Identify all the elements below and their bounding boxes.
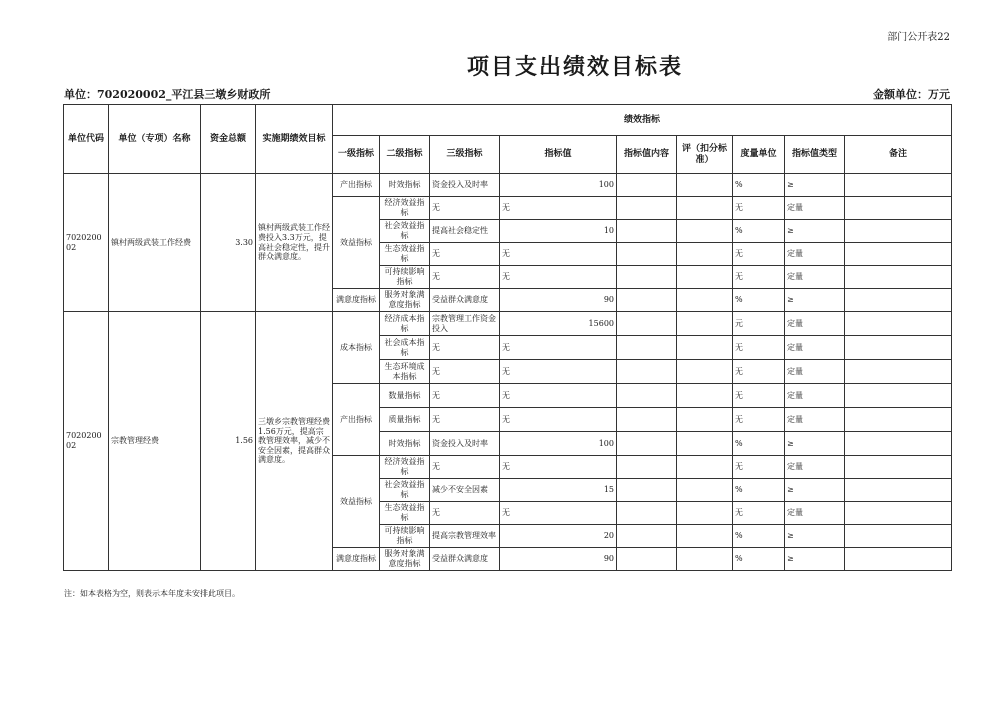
value-content-cell bbox=[617, 548, 677, 571]
note-cell bbox=[845, 243, 952, 266]
measure-unit-cell: % bbox=[733, 220, 785, 243]
level3-cell: 资金投入及时率 bbox=[430, 432, 500, 456]
measure-unit-cell: 无 bbox=[733, 384, 785, 408]
level2-cell: 社会成本指标 bbox=[380, 336, 430, 360]
header-measure-unit: 度量单位 bbox=[733, 136, 785, 174]
value-cell: 无 bbox=[500, 197, 617, 220]
measure-unit-cell: % bbox=[733, 525, 785, 548]
level2-cell: 可持续影响指标 bbox=[380, 266, 430, 289]
note-cell bbox=[845, 479, 952, 502]
type-cell: ≥ bbox=[785, 289, 845, 312]
footnote: 注：如本表格为空，则表示本年度未安排此项目。 bbox=[64, 589, 240, 598]
level2-cell: 生态环境成本指标 bbox=[380, 360, 430, 384]
page-title: 项目支出绩效目标表 bbox=[466, 54, 683, 80]
level2-cell: 数量指标 bbox=[380, 384, 430, 408]
note-cell bbox=[845, 408, 952, 432]
value-cell: 15600 bbox=[500, 312, 617, 336]
level2-cell: 时效指标 bbox=[380, 174, 430, 197]
header-unit-code: 单位代码 bbox=[64, 105, 109, 174]
header-level3: 三级指标 bbox=[430, 136, 500, 174]
level1-cell: 效益指标 bbox=[333, 197, 380, 289]
measure-unit-cell: 无 bbox=[733, 336, 785, 360]
value-content-cell bbox=[617, 456, 677, 479]
value-cell: 无 bbox=[500, 336, 617, 360]
score-cell bbox=[677, 220, 733, 243]
value-content-cell bbox=[617, 408, 677, 432]
project-goal: 三墩乡宗教管理经费1.56万元，提高宗教管理效率，减少不安全因素，提高群众满意度。 bbox=[256, 312, 333, 571]
value-cell: 10 bbox=[500, 220, 617, 243]
value-content-cell bbox=[617, 312, 677, 336]
measure-unit-cell: 无 bbox=[733, 360, 785, 384]
score-cell bbox=[677, 197, 733, 220]
type-cell: 定量 bbox=[785, 384, 845, 408]
measure-unit-cell: 元 bbox=[733, 312, 785, 336]
level3-cell: 无 bbox=[430, 243, 500, 266]
level3-cell: 减少不安全因素 bbox=[430, 479, 500, 502]
level2-cell: 经济效益指标 bbox=[380, 197, 430, 220]
header-value-content: 指标值内容 bbox=[617, 136, 677, 174]
header-level1: 一级指标 bbox=[333, 136, 380, 174]
value-content-cell bbox=[617, 220, 677, 243]
value-content-cell bbox=[617, 243, 677, 266]
type-cell: ≥ bbox=[785, 220, 845, 243]
note-cell bbox=[845, 502, 952, 525]
type-cell: ≥ bbox=[785, 479, 845, 502]
level2-cell: 生态效益指标 bbox=[380, 502, 430, 525]
note-cell bbox=[845, 174, 952, 197]
value-cell: 无 bbox=[500, 266, 617, 289]
value-cell: 90 bbox=[500, 548, 617, 571]
score-cell bbox=[677, 312, 733, 336]
level3-cell: 无 bbox=[430, 408, 500, 432]
note-cell bbox=[845, 289, 952, 312]
level1-cell: 满意度指标 bbox=[333, 289, 380, 312]
level2-cell: 经济效益指标 bbox=[380, 456, 430, 479]
value-content-cell bbox=[617, 384, 677, 408]
value-cell: 20 bbox=[500, 525, 617, 548]
level3-cell: 资金投入及时率 bbox=[430, 174, 500, 197]
header-total-fund: 资金总额 bbox=[201, 105, 256, 174]
measure-unit-cell: % bbox=[733, 548, 785, 571]
type-cell: 定量 bbox=[785, 456, 845, 479]
value-content-cell bbox=[617, 479, 677, 502]
note-cell bbox=[845, 456, 952, 479]
note-cell bbox=[845, 220, 952, 243]
project-goal: 镇村两级武装工作经费投入3.3万元，提高社会稳定性，提升群众满意度。 bbox=[256, 174, 333, 312]
note-cell bbox=[845, 336, 952, 360]
score-cell bbox=[677, 525, 733, 548]
value-cell: 无 bbox=[500, 456, 617, 479]
level3-cell: 无 bbox=[430, 456, 500, 479]
score-cell bbox=[677, 408, 733, 432]
note-cell bbox=[845, 360, 952, 384]
measure-unit-cell: 无 bbox=[733, 266, 785, 289]
value-content-cell bbox=[617, 174, 677, 197]
table-row bbox=[64, 312, 952, 336]
measure-unit-cell: 无 bbox=[733, 456, 785, 479]
project-amount: 3.30 bbox=[201, 174, 256, 312]
note-cell bbox=[845, 312, 952, 336]
currency-unit: 金额单位：万元 bbox=[873, 88, 950, 101]
measure-unit-cell: 无 bbox=[733, 408, 785, 432]
type-cell: ≥ bbox=[785, 432, 845, 456]
level2-cell: 社会效益指标 bbox=[380, 220, 430, 243]
score-cell bbox=[677, 266, 733, 289]
level3-cell: 无 bbox=[430, 360, 500, 384]
header-period-goal: 实施期绩效目标 bbox=[256, 105, 333, 174]
level3-cell: 无 bbox=[430, 266, 500, 289]
level2-cell: 服务对象满意度指标 bbox=[380, 548, 430, 571]
header-type: 指标值类型 bbox=[785, 136, 845, 174]
value-content-cell bbox=[617, 360, 677, 384]
value-content-cell bbox=[617, 432, 677, 456]
level3-cell: 无 bbox=[430, 336, 500, 360]
type-cell: 定量 bbox=[785, 336, 845, 360]
level2-cell: 时效指标 bbox=[380, 432, 430, 456]
value-cell: 无 bbox=[500, 502, 617, 525]
score-cell bbox=[677, 479, 733, 502]
score-cell bbox=[677, 502, 733, 525]
header-unit-name: 单位（专项）名称 bbox=[109, 105, 201, 174]
score-cell bbox=[677, 174, 733, 197]
type-cell: 定量 bbox=[785, 408, 845, 432]
value-content-cell bbox=[617, 525, 677, 548]
value-cell: 无 bbox=[500, 243, 617, 266]
score-cell bbox=[677, 243, 733, 266]
value-cell: 90 bbox=[500, 289, 617, 312]
value-cell: 100 bbox=[500, 432, 617, 456]
measure-unit-cell: % bbox=[733, 432, 785, 456]
note-cell bbox=[845, 525, 952, 548]
level3-cell: 无 bbox=[430, 384, 500, 408]
level3-cell: 受益群众满意度 bbox=[430, 289, 500, 312]
level1-cell: 效益指标 bbox=[333, 456, 380, 548]
header-value: 指标值 bbox=[500, 136, 617, 174]
score-cell bbox=[677, 336, 733, 360]
header-perf-indicators: 绩效指标 bbox=[333, 105, 952, 136]
measure-unit-cell: % bbox=[733, 479, 785, 502]
measure-unit-cell: 无 bbox=[733, 197, 785, 220]
header-level2: 二级指标 bbox=[380, 136, 430, 174]
type-cell: 定量 bbox=[785, 243, 845, 266]
level2-cell: 服务对象满意度指标 bbox=[380, 289, 430, 312]
note-cell bbox=[845, 548, 952, 571]
table-row bbox=[64, 174, 952, 197]
level1-cell: 成本指标 bbox=[333, 312, 380, 384]
project-code: 702020002 bbox=[64, 174, 109, 312]
value-content-cell bbox=[617, 266, 677, 289]
value-cell: 15 bbox=[500, 479, 617, 502]
score-cell bbox=[677, 456, 733, 479]
value-cell: 100 bbox=[500, 174, 617, 197]
value-content-cell bbox=[617, 289, 677, 312]
project-code: 702020002 bbox=[64, 312, 109, 571]
level2-cell: 经济成本指标 bbox=[380, 312, 430, 336]
score-cell bbox=[677, 548, 733, 571]
level1-cell: 满意度指标 bbox=[333, 548, 380, 571]
header-note: 备注 bbox=[845, 136, 952, 174]
type-cell: 定量 bbox=[785, 266, 845, 289]
score-cell bbox=[677, 432, 733, 456]
type-cell: ≥ bbox=[785, 174, 845, 197]
performance-table bbox=[63, 104, 952, 571]
score-cell bbox=[677, 360, 733, 384]
level3-cell: 宗教管理工作资金投入 bbox=[430, 312, 500, 336]
measure-unit-cell: % bbox=[733, 174, 785, 197]
value-content-cell bbox=[617, 336, 677, 360]
measure-unit-cell: % bbox=[733, 289, 785, 312]
level3-cell: 无 bbox=[430, 197, 500, 220]
level2-cell: 可持续影响指标 bbox=[380, 525, 430, 548]
level3-cell: 提高宗教管理效率 bbox=[430, 525, 500, 548]
project-amount: 1.56 bbox=[201, 312, 256, 571]
note-cell bbox=[845, 432, 952, 456]
value-content-cell bbox=[617, 502, 677, 525]
level1-cell: 产出指标 bbox=[333, 174, 380, 197]
type-cell: ≥ bbox=[785, 525, 845, 548]
level1-cell: 产出指标 bbox=[333, 384, 380, 456]
score-cell bbox=[677, 289, 733, 312]
type-cell: ≥ bbox=[785, 548, 845, 571]
header-score: 评（扣分标准） bbox=[677, 136, 733, 174]
project-name: 镇村两级武装工作经费 bbox=[109, 174, 201, 312]
measure-unit-cell: 无 bbox=[733, 502, 785, 525]
level3-cell: 提高社会稳定性 bbox=[430, 220, 500, 243]
unit-line bbox=[64, 86, 950, 102]
level2-cell: 质量指标 bbox=[380, 408, 430, 432]
type-cell: 定量 bbox=[785, 502, 845, 525]
unit-name: 单位：702020002_平江县三墩乡财政所 bbox=[64, 88, 271, 101]
type-cell: 定量 bbox=[785, 360, 845, 384]
value-cell: 无 bbox=[500, 360, 617, 384]
level2-cell: 生态效益指标 bbox=[380, 243, 430, 266]
value-cell: 无 bbox=[500, 408, 617, 432]
score-cell bbox=[677, 384, 733, 408]
level3-cell: 受益群众满意度 bbox=[430, 548, 500, 571]
value-content-cell bbox=[617, 197, 677, 220]
note-cell bbox=[845, 384, 952, 408]
project-name: 宗教管理经费 bbox=[109, 312, 201, 571]
note-cell bbox=[845, 266, 952, 289]
value-cell: 无 bbox=[500, 384, 617, 408]
page-number-label: 部门公开表22 bbox=[887, 32, 950, 43]
level2-cell: 社会效益指标 bbox=[380, 479, 430, 502]
level3-cell: 无 bbox=[430, 502, 500, 525]
type-cell: 定量 bbox=[785, 312, 845, 336]
type-cell: 定量 bbox=[785, 197, 845, 220]
note-cell bbox=[845, 197, 952, 220]
measure-unit-cell: 无 bbox=[733, 243, 785, 266]
